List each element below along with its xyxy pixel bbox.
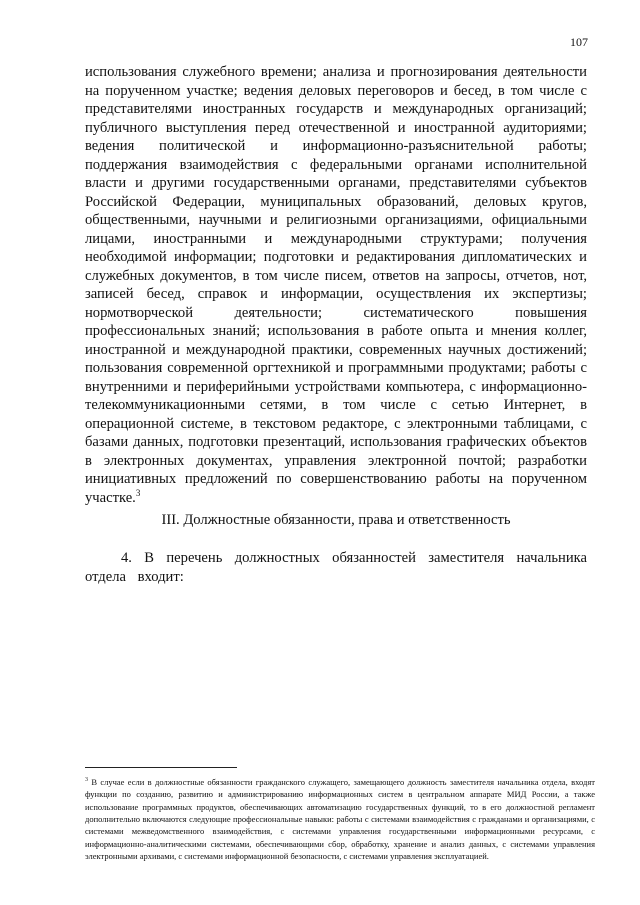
body-paragraph-text: использования служебного времени; анализа и прогнозирования деятельности на порученном участке; ведения деловых переговоров и бесед, в том числе с представителями иностранных государств и международных организаций; публичного выступления перед отечественной и иностранной аудиториями; ведения политической и информационно-разъяснительной работы; поддержания взаимодействия с федеральными органами исполнительной власти и другими государственными органами, представителями субъектов Российской Федерации, муниципальных образований, деловых кругов, общественными, научными и религиозными организациями, официальными лицами, иностранными и международными структурами; получения необходимой информации; подготовки и редактирования дипломатических и служебных документов, в том числе писем, ответов на запросы, отчетов, нот, записей бесед, справок и информации, осуществления их экспертизы; нормотворческой деятельности; систематического повышения профессиональных знаний; использования в работе опыта и мнения коллег, иностранной и международной практики, современных научных достижений; пользования современной оргтехникой и программными продуктами; работы с внутренними и периферийными устройствами компьютера, с информационно-телекоммуникационными сетями, в том числе с сетью Интернет, в операционной системе, в текстовом редакторе, с электронными таблицами, с базами данных, подготовки презентаций, использования графических объектов в электронных документах, управления электронной почтой; разработки инициативных предложений по совершенствованию работы на порученном участке. <box>85 64 587 506</box>
footnote-number: 3 <box>85 777 88 783</box>
footnote <box>85 774 595 863</box>
footnote-reference: 3 <box>135 487 141 498</box>
section-heading: III. Должностные обязанности, права и ответственность <box>161 512 511 528</box>
body-paragraph <box>85 63 587 507</box>
footnote-separator <box>85 767 237 768</box>
footnote-text: В случае если в должностные обязанности гражданского служащего, замещающего должность заместителя начальника отдела, входят функции по созданию, развитию и администрированию информационных систем в центральном аппарате МИД России, а также использование программных продуктов, обеспечивающих автоматизацию государственных функций, то в его должностной регламент дополнительно включаются следующие профессиональные навыки: работы с системами взаимодействия с гражданами и организациями, с системами межведомственного взаимодействия, с системами управления государственными информационными ресурсами, с информационно-аналитическими системами, обеспечивающими сбор, обработку, хранение и анализ данных, с системами управления электронными архивами, с системами информационной безопасности, с системами управления эксплуатацией. <box>85 776 596 862</box>
page-number: 107 <box>570 35 588 49</box>
clause-4: 4. В перечень должностных обязанностей заместителя начальника отдела входит: <box>85 550 587 585</box>
